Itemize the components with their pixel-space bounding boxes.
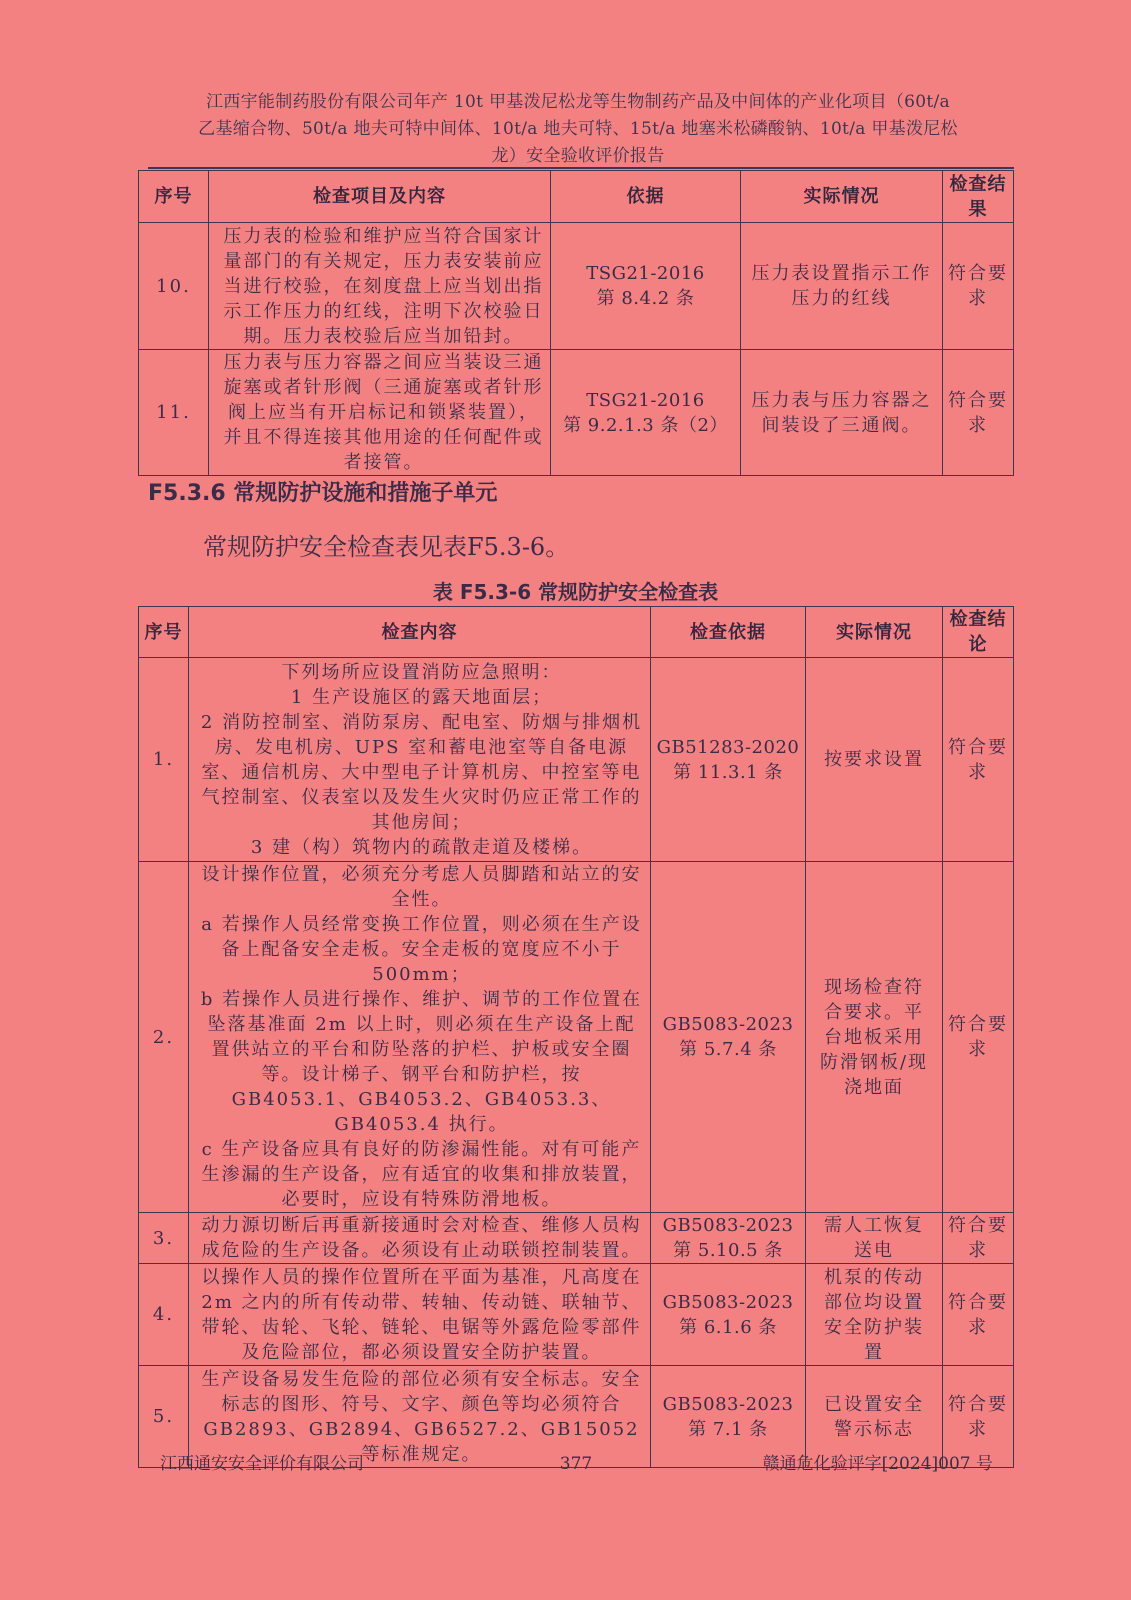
row-number: 2. bbox=[139, 862, 189, 1213]
pressure-gauge-check-table bbox=[138, 170, 1014, 476]
check-content bbox=[189, 862, 651, 1213]
actual-situation: 机泵的传动部位均设置安全防护装置 bbox=[806, 1264, 943, 1366]
basis-standard: GB5083-2023 bbox=[662, 1215, 794, 1236]
table-row bbox=[139, 223, 1014, 350]
row-number: 10. bbox=[139, 223, 209, 350]
check-conclusion: 符合要求 bbox=[943, 1264, 1014, 1366]
content-paragraph: 2 消防控制室、消防泵房、配电室、防烟与排烟机房、发电机房、UPS 室和蓄电池室等自备电源室、通信机房、大中型电子计算机房、中控室等电气控制室、仪表室以及发生火灾时仍应正常工作的其他房间； bbox=[200, 711, 643, 833]
check-result: 符合要求 bbox=[943, 350, 1014, 476]
basis-clause: 第 8.4.2 条 bbox=[596, 288, 695, 309]
column-header-basis: 依据 bbox=[551, 171, 741, 223]
check-basis bbox=[651, 862, 806, 1213]
footer-company: 江西通安安全评价有限公司 bbox=[160, 1454, 364, 1474]
column-header-basis: 检查依据 bbox=[651, 607, 806, 658]
actual-situation: 现场检查符合要求。平台地板采用防滑钢板/现浇地面 bbox=[806, 862, 943, 1213]
table-row bbox=[139, 350, 1014, 476]
content-paragraph: 1 生产设施区的露天地面层； bbox=[290, 686, 553, 708]
check-basis bbox=[651, 1213, 806, 1264]
table-header-row bbox=[139, 607, 1014, 658]
check-item: 压力表与压力容器之间应当装设三通旋塞或者针形阀（三通旋塞或者针形阀上应当有开启标记和锁紧装置），并且不得连接其他用途的任何配件或者接管。 bbox=[209, 350, 551, 476]
column-header-item: 检查项目及内容 bbox=[209, 171, 551, 223]
table-row bbox=[139, 658, 1014, 862]
column-header-no: 序号 bbox=[139, 171, 209, 223]
content-paragraph: 生产设备易发生危险的部位必须有安全标志。安全标志的图形、符号、文字、颜色等均必须符合 GB2893、GB2894、GB6527.2、GB15052 等标准规定。 bbox=[201, 1368, 642, 1465]
table-caption: 表 F5.3-6 常规防护安全检查表 bbox=[432, 580, 719, 604]
row-number: 5. bbox=[139, 1366, 189, 1468]
basis-clause: 第 9.2.1.3 条（2） bbox=[563, 414, 728, 436]
check-basis bbox=[551, 350, 741, 476]
row-number: 3. bbox=[139, 1213, 189, 1264]
column-header-result: 检查结果 bbox=[943, 171, 1014, 223]
row-number: 11. bbox=[139, 350, 209, 476]
content-paragraph: 设计操作位置，必须充分考虑人员脚踏和站立的安全性。 bbox=[201, 864, 642, 910]
basis-standard: TSG21-2016 bbox=[586, 389, 705, 411]
actual-situation: 已设置安全警示标志 bbox=[806, 1366, 943, 1468]
check-conclusion: 符合要求 bbox=[943, 862, 1014, 1213]
basis-standard: TSG21-2016 bbox=[586, 263, 705, 284]
content-paragraph: 以操作人员的操作位置所在平面为基准，凡高度在 2m 之内的所有传动带、转轴、传动链、联轴节、带轮、齿轮、飞轮、链轮、电锯等外露危险零部件及危险部位，都必须设置安全防护装置。 bbox=[201, 1266, 642, 1363]
actual-situation: 压力表与压力容器之间装设了三通阀。 bbox=[741, 350, 943, 476]
basis-standard: GB5083-2023 bbox=[662, 1014, 794, 1035]
column-header-conclusion: 检查结论 bbox=[943, 607, 1014, 658]
basis-clause: 第 7.1 条 bbox=[688, 1418, 768, 1440]
actual-situation: 需人工恢复送电 bbox=[806, 1213, 943, 1264]
check-conclusion: 符合要求 bbox=[943, 658, 1014, 862]
check-content bbox=[189, 1264, 651, 1366]
check-basis bbox=[651, 1264, 806, 1366]
basis-standard: GB5083-2023 bbox=[662, 1291, 794, 1313]
basis-clause: 第 11.3.1 条 bbox=[673, 761, 783, 783]
basis-clause: 第 6.1.6 条 bbox=[679, 1316, 777, 1338]
row-number: 1. bbox=[139, 658, 189, 862]
check-content bbox=[189, 658, 651, 862]
column-header-actual: 实际情况 bbox=[806, 607, 943, 658]
column-header-no: 序号 bbox=[139, 607, 189, 658]
actual-situation: 按要求设置 bbox=[806, 658, 943, 862]
table-row bbox=[139, 1213, 1014, 1264]
actual-situation: 压力表设置指示工作压力的红线 bbox=[741, 223, 943, 350]
content-paragraph: b 若操作人员进行操作、维护、调节的工作位置在坠落基准面 2m 以上时，则必须在生产设备上配置供站立的平台和防坠落的护栏、护板或安全圈等。设计梯子、钢平台和防护栏，按 GB4053.1、GB4053.2、GB4053.3、GB4053.4 执行。 bbox=[200, 989, 643, 1135]
footer-report-number: 赣通危化验评字[2024]007 号 bbox=[762, 1454, 993, 1474]
table-row bbox=[139, 862, 1014, 1213]
column-header-actual: 实际情况 bbox=[741, 171, 943, 223]
table-header-row bbox=[139, 171, 1014, 223]
check-basis bbox=[551, 223, 741, 350]
column-header-content: 检查内容 bbox=[189, 607, 651, 658]
content-paragraph: c 生产设备应具有良好的防渗漏性能。对有可能产生渗漏的生产设备，应有适宜的收集和排放装置，必要时，应设有特殊防滑地板。 bbox=[201, 1139, 642, 1210]
report-title-line-1: 江西宇能制药股份有限公司年产 10t 甲基泼尼松龙等生物制药产品及中间体的产业化项目（60t/a bbox=[206, 92, 950, 112]
content-paragraph: 下列场所应设置消防应急照明： bbox=[281, 661, 562, 683]
content-paragraph: 动力源切断后再重新接通时会对检查、维修人员构成危险的生产设备。必须设有止动联锁控制装置。 bbox=[201, 1215, 642, 1261]
check-content bbox=[189, 1213, 651, 1264]
check-conclusion: 符合要求 bbox=[943, 1213, 1014, 1264]
content-paragraph: a 若操作人员经常变换工作位置，则必须在生产设备上配备安全走板。安全走板的宽度应不小于 500mm； bbox=[201, 914, 642, 985]
report-title-line-2: 乙基缩合物、50t/a 地夫可特中间体、10t/a 地夫可特、15t/a 地塞米松磷酸钠、10t/a 甲基泼尼松 bbox=[198, 119, 958, 139]
page-number: 377 bbox=[559, 1454, 593, 1474]
content-paragraph: 3 建（构）筑物内的疏散走道及楼梯。 bbox=[250, 836, 593, 858]
basis-clause: 第 5.10.5 条 bbox=[673, 1240, 783, 1261]
check-item: 压力表的检验和维护应当符合国家计量部门的有关规定，压力表安装前应当进行校验，在刻度盘上应当划出指示工作压力的红线，注明下次校验日期。压力表校验后应当加铅封。 bbox=[209, 223, 551, 350]
check-basis bbox=[651, 658, 806, 862]
row-number: 4. bbox=[139, 1264, 189, 1366]
basis-clause: 第 5.7.4 条 bbox=[679, 1039, 777, 1060]
report-header bbox=[140, 89, 1016, 170]
check-result: 符合要求 bbox=[943, 223, 1014, 350]
basis-standard: GB51283-2020 bbox=[656, 736, 800, 758]
section-heading: F5.3.6 常规防护设施和措施子单元 bbox=[148, 481, 498, 506]
check-conclusion: 符合要求 bbox=[943, 1366, 1014, 1468]
table-row bbox=[139, 1264, 1014, 1366]
report-title-line-3: 龙）安全验收评价报告 bbox=[491, 146, 665, 166]
routine-protection-check-table bbox=[138, 606, 1014, 1468]
section-intro-paragraph: 常规防护安全检查表见表F5.3-6。 bbox=[203, 533, 570, 561]
header-divider bbox=[148, 167, 1014, 169]
basis-standard: GB5083-2023 bbox=[662, 1393, 794, 1415]
